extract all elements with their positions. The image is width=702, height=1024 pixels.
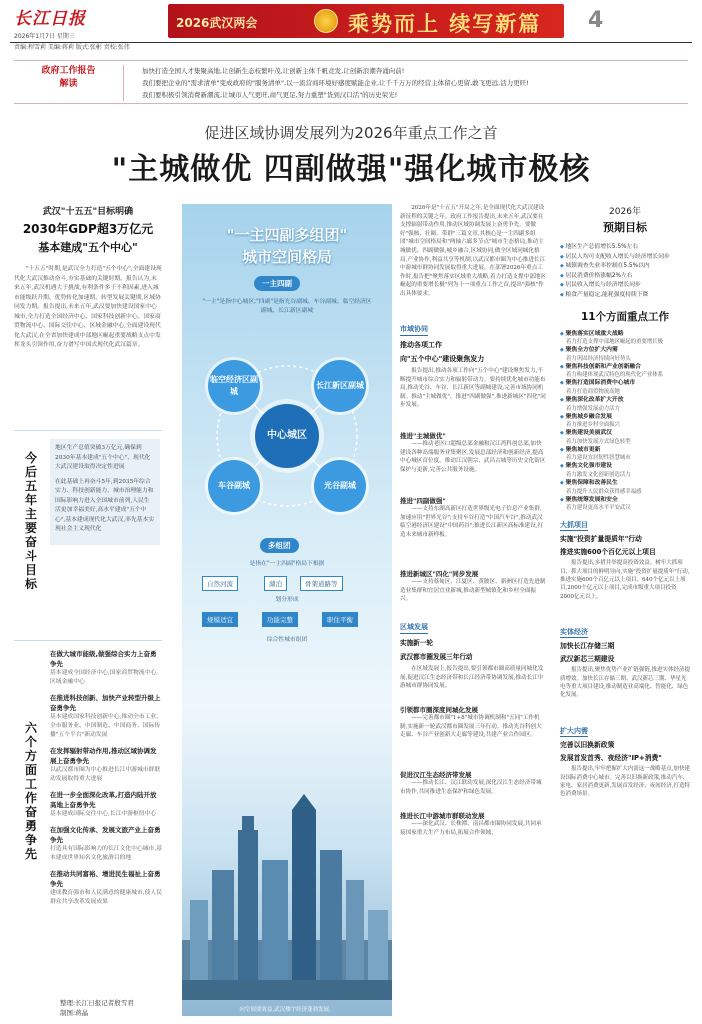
cluster-label: 多组团 (260, 538, 299, 553)
section-paragraph: ——推动老区口超级总部金融和汉江湾科创总部,加快建设各种高端服务业集聚区,发展总部经济和创新经济,提高中心城区首位度。推动江汉朝宗、武昌古城等历史文化街区保护与更新,完善公共服务设施。 (400, 441, 546, 473)
task-desc: 基本建成国家科技创新中心,推动全市工业、全市服务业、中国制造、中国商务、国际传播"五个平台"新动发展 (50, 714, 162, 738)
key-task-title: ◆ 聚焦统筹发展和安全 (560, 496, 690, 505)
section-paragraph: 报告提出,聚焦优势产业扩链强链,推进实体经济提质增效。加快长江存储三期、武汉新芯三期、华星光电等重大项目建设,推动制造业高端化、智能化、绿色化发展。 (560, 667, 690, 699)
section-paragraph: 报告提出,多措并举提高投资效益。树牢大抓项目、抓大项目的鲜明导向,实施"投资扩量提质年"行动,推进实施600个百亿元以上项目、640个亿元以上项目,2000个亿元以上项目,完成市级重大项目投资2000亿元以上。 (560, 560, 690, 600)
credit-designer: 制图:蒋晶 (60, 1009, 89, 1017)
cluster-factor-tag: 自然河流 (202, 576, 238, 591)
list-item (560, 330, 690, 347)
list-item (50, 746, 162, 784)
credit-writer: 整理:长江日报记者殷雪君 (60, 999, 134, 1007)
tasks-title: 六个方面工作奋勇争先 (24, 721, 37, 861)
subsection-heading: 推进"四副做强" (400, 497, 446, 505)
credits (60, 998, 134, 1018)
section-subheading: 推进实施600个百亿元以上项目 (560, 548, 656, 557)
key-tasks-title: 11个方面重点工作 (580, 310, 670, 323)
task-title: 在推进科技创新、加快产业转型升级上奋勇争先 (50, 694, 161, 712)
subcity-circle: 车谷副城 (208, 460, 260, 512)
section-tag: 市域协同 (400, 324, 428, 336)
goal-item: 在此基础上再奋斗5年,到2035年综合实力、科技创新能力、城市治理能力和国际影响力进入全国城市前列,人民生活更加幸福美好,高水平建成"五个中心",基本建成现代化大武汉,率先基本实现社会主义现代化 (55, 478, 155, 532)
left-column (14, 204, 162, 407)
cluster-note: 是指在"一主四副"格局下根据 (249, 561, 325, 567)
masthead-divider (10, 42, 692, 43)
section-paragraph: 报告提出,牢牢把握扩大内需这一战略基点,加快建设国际消费中心城市。完善以旧换新政策,推动汽车、家电、家居消费更新,发展首发经济、夜间经济,打造特色消费场景。 (560, 766, 690, 798)
section-subheading: 武汉新芯三期建设 (560, 655, 615, 664)
section-subheading: 加快长江存储三期 (560, 642, 615, 651)
main-pattern-note: "一主"是指中心城区;"四副"是指光谷副城、车谷副城、临空经济区副城、长江新区副城 (202, 299, 372, 314)
goals-section (14, 430, 162, 630)
list-item (560, 479, 690, 496)
masthead (0, 0, 702, 51)
key-task-title: ◆ 聚焦城乡融合发展 (560, 413, 690, 422)
list-item: ◆ 居民收入增长与经济增长同步 (560, 281, 690, 291)
key-task-desc: 着力构建体现武汉特色的现代化产业体系 (566, 372, 664, 379)
list-item: ◆ 居民人均可支配收入增长与经济增长同步 (560, 253, 690, 263)
list-item (560, 396, 690, 413)
goals-box (50, 439, 160, 545)
key-task-desc: 着力建设更高水平平安武汉 (566, 505, 631, 512)
goals-title: 今后五年主要奋斗目标 (24, 451, 37, 591)
list-item (560, 446, 690, 463)
key-task-title: ◆ 聚焦建设美丽武汉 (560, 429, 690, 438)
section-paragraph: ——推动长江、汉江联动发展,深化汉江生态经济带城市协作,共同推进生态保护和绿色发展。 (400, 780, 542, 795)
key-task-desc: 着力增强发展动力活力 (566, 405, 620, 412)
goal-item: 地区生产总值突破3万亿元,确保到2030年基本建成"五个中心"、现代化大武汉建设取得决定性进展 (55, 445, 151, 470)
targets-year: 2026年 (609, 207, 641, 217)
list-item (560, 429, 690, 446)
section-paragraph: ——深化武汉、长株潭、南昌都市圈协同发展,共同承接国家重大生产力布局,拓展合作领域。 (400, 821, 542, 836)
list-item (50, 693, 162, 740)
page-number: 4 (588, 8, 604, 33)
subcity-circle: 光谷副城 (314, 460, 366, 512)
report-tag-line1: 政府工作报告 (41, 66, 96, 76)
left-heading-1: 武汉"十五五"目标明确 (42, 207, 134, 217)
tasks-list (50, 649, 162, 913)
newspaper-logo: 长江日报 (14, 9, 86, 29)
main-pattern-label: 一主四副 (254, 276, 300, 291)
section-paragraph: ——支持蔡甸区、江夏区、黄陂区、新洲区打造先进制造业集群和宜居宜业新城,推动新型城镇化和乡村全面振兴。 (400, 579, 546, 603)
key-tasks-list (560, 330, 690, 513)
banner-event-label: 2026武汉两会 (176, 16, 258, 30)
center-city-circle: 中心城区 (255, 404, 319, 468)
subsection-heading: 促进汉江生态经济带发展 (400, 771, 472, 779)
photo-caption: 向空间要效益,武汉楼宇经济蓬勃发展。 (239, 1007, 335, 1013)
section-tag: 扩大内需 (560, 727, 588, 736)
section-paragraph: ——支持东湖高新区打造世界级光电子信息产业集群,加速应用"世界光谷";支持车谷打造"中国汽车谷",推动武汉临空港经济区建设"中国药谷";推进长江新区高标准建设,打造未来城市新样板。 (400, 506, 544, 538)
session-banner (168, 4, 564, 38)
graphic-title-line2: 城市空间格局 (241, 248, 332, 266)
key-task-desc: 着力提升人民群众获得感幸福感 (566, 488, 642, 495)
subcity-circle: 临空经济区副城 (208, 360, 260, 412)
key-task-desc: 着力加快发展方式绿色转型 (566, 438, 631, 445)
right-column (560, 204, 690, 817)
section-tag: 大抓项目 (560, 521, 588, 530)
list-item (560, 346, 690, 363)
section-tag: 区域发展 (400, 622, 428, 634)
section-subheading: 实施"投资扩量提质年"行动 (560, 535, 642, 544)
list-item: ◆ 城镇调查失业率控制在5.5%以内 (560, 262, 690, 272)
mid-intro: 2026年是"十五五"开局之年,是全面现代化大武汉建设新征程的关键之年。政府工作报告提出,未来五年,武汉要在支撑辐射带动作用,推动区域协调发展上奋勇争先。要做好"强核、壮圈、带群"三篇文章,其核心是一主四副多组团"城市空间格局和"两轴六廊多节点"城市生态格局,推动主城做优、四副做强,城乡融合,区域协同,做全区域同城化格局,产业协作,利益共享等机制,以武汉都市圈为中心推进长江中游城市群协同发展取得重大进展。在部署2026年重点工作时,报告把"聚焦落实区域重大战略,着力打造支撑中部地区崛起的重要增长极"列为十一项重点工作之首,提出"强核"作出具体要求。 (400, 205, 546, 297)
cluster-quality-tag: 规模适宜 (202, 612, 238, 627)
emblem-icon (314, 9, 338, 33)
subsection-heading: 引领都市圈深度同城化发展 (400, 706, 478, 714)
key-task-title: ◆ 聚焦落实区域重大战略 (560, 330, 690, 339)
section-paragraph: 报告提出,推动各项工作向"五个中心"建设聚焦发力,不断提升城市综合实力和辐射带动力。要持续优化城市功能布局,推动光谷、车谷、长江新区等副城建设,完善市域协同机制。推动"主城做优"、推进"四副做强",推进新城区"四化"同步发展。 (400, 368, 546, 409)
subsection-heading: 推进新城区"四化"同步发展 (400, 570, 479, 578)
section-paragraph: 在区域发展上,报告提出,要引领都市圈高质量同城化发展,促进汉江生态经济带和长江经济带协调发展,推动长江中游城市群协同发展。 (400, 666, 544, 690)
left-heading-3: 基本建成"五个中心" (38, 241, 138, 254)
subsection-heading: 推进"主城做优" (400, 432, 446, 440)
list-item (50, 790, 162, 819)
cluster-note-3: 综合性城市组团 (266, 637, 308, 643)
list-item: ◆ 地区生产总值增长5.5%左右 (560, 243, 690, 253)
left-intro: "十五五"时期,是武汉全力打造"五个中心",全面建设现代化大武汉推动奋斗,夯实基础的关键时期。报告认为,未来五年,武汉机遇大于挑战,有利条件多于不利因素,进入城市能级跃升期、优势转化加速期、转型发展关键期,区域协同发力期。报告提出,未来五年,武汉要加快建设国家中心城市,全力打造全国经济中心、国家科技创新中心、国家商贸物流中心、国际交往中心、区域金融中心,全面建设现代化大武汉,在全省加快建成中部地区崛起重要战略支点中发挥龙头引领作用,奋力谱写中国式现代化武汉篇章。 (14, 266, 162, 348)
list-item (50, 869, 162, 907)
section-tag: 实体经济 (560, 628, 588, 637)
tasks-section (14, 640, 162, 990)
report-quote: 加快打造全国人才集聚高地,让创新生态枝繁叶茂,让创新主体千帆竞发,让创新浪潮奔涌向前! (142, 67, 405, 75)
key-task-title: ◆ 聚焦全方位扩大内需 (560, 346, 690, 355)
section-subheading: 实施新一轮 (400, 639, 433, 647)
list-item (560, 363, 690, 380)
task-desc: 打造具有国际影响力的长江文化中心城市,基本建成世界知名文化旅游目的地 (50, 846, 162, 861)
left-heading-2: 2030年GDP超3万亿元 (22, 222, 154, 236)
list-item: ◆ 粮食产量稳定,能耗强度持续下降 (560, 291, 690, 301)
cluster-factor-tag: 湖泊 (264, 576, 287, 591)
task-desc: 基本建成全国经济中心,国家商贸物流中心,区域金融中心 (50, 670, 159, 685)
city-layout-graphic (182, 204, 392, 1016)
report-tag (14, 65, 124, 101)
key-task-title: ◆ 聚焦深化改革扩大开放 (560, 396, 690, 405)
section-paragraph: ——完善都市圈"1+8"城市协调机制和"五同"工作机制,实施新一轮武汉都市圈发展三年行动。推动光谷科创大走廊、车谷产业创新大走廊等建设,共建产业合作园区。 (400, 715, 542, 739)
list-item: ◆ 居民消费价格涨幅2%左右 (560, 272, 690, 282)
report-interpretation-box (14, 60, 688, 104)
task-title: 在发挥辐射带动作用,推动区域协调发展上奋勇争先 (50, 747, 157, 765)
editors-line: 责编:程雪莉 美编:蒋莉 版式:张彬 责校:张伟 (14, 44, 130, 51)
list-item (560, 379, 690, 396)
section-subheading: 向"五个中心"建设聚焦发力 (400, 355, 485, 363)
logo-block (14, 4, 164, 51)
report-quotes (142, 65, 682, 101)
cluster-note-2: 划分形成 (275, 597, 299, 603)
cluster-quality-tag: 职住平衡 (322, 612, 358, 627)
key-task-title: ◆ 聚焦城市更新 (560, 446, 690, 455)
key-task-desc: 着力建设宜居韧性智慧城市 (566, 455, 631, 462)
key-task-title: ◆ 聚焦文化强市建设 (560, 462, 690, 471)
headline-kicker: 促进区域协调发展列为2026年重点工作之首 (204, 124, 498, 142)
task-title: 在加强文化传承、发展文旅产业上奋勇争先 (50, 826, 161, 844)
report-tag-line2: 解读 (59, 79, 78, 89)
section-subheading: 完善以旧换新政策 (560, 741, 615, 750)
list-item (50, 649, 162, 687)
task-desc: 基本建成国际交往中心,长江中游枢纽中心 (50, 811, 157, 817)
cluster-factor-tag: 骨架道路等 (300, 576, 343, 591)
city-skyline-photo (182, 790, 392, 1000)
task-title: 在做大城市能级,做强综合实力上奋勇争先 (50, 650, 157, 668)
subsection-heading: 推进长江中游城市群联动发展 (400, 812, 485, 820)
key-task-desc: 着力打造商贸物流高地 (566, 388, 620, 395)
key-task-desc: 着力推进乡村全面振兴 (566, 422, 620, 429)
task-desc: 以武汉都市圈为中心推进长江中游城市群联动发展取得重大进展 (50, 767, 161, 782)
list-item (560, 496, 690, 513)
section-subheading: 推动各项工作 (400, 341, 442, 349)
key-task-desc: 着力巩固经济持续向好势头 (566, 355, 631, 362)
report-quote: 我们要积极引领消费新潮流,让城市人气更旺,商气更足,努力重塑"货到汉口活"的历史荣光! (142, 91, 398, 99)
task-title: 在进一步全面深化改革,打造内陆开放高地上奋勇争先 (50, 791, 157, 809)
task-title: 在推动共同富裕、增进民生福祉上奋勇争先 (50, 870, 161, 888)
subcity-circle: 长江新区副城 (314, 360, 366, 412)
key-task-title: ◆ 聚焦保障和改善民生 (560, 479, 690, 488)
key-task-title: ◆ 聚焦打造国际消费中心城市 (560, 379, 690, 388)
key-task-desc: 着力打造支撑中部地区崛起的重要增长极 (566, 339, 664, 346)
targets-title: 预期目标 (603, 221, 647, 234)
graphic-title (182, 224, 392, 268)
banner-slogan: 乘势而上 续写新篇 (348, 12, 542, 36)
key-task-desc: 着力激发文化创新创造活力 (566, 471, 631, 478)
middle-column (400, 204, 546, 856)
list-item (560, 413, 690, 430)
section-subheading: 发展首发首秀、夜经济"IP+消费" (560, 754, 662, 763)
headline-title: "主城做优 四副做强"强化城市极核 (111, 152, 591, 187)
report-quote: 我们要把企业的"需求清单"变成政府的"服务清单",以一流营商环境好感度赋能企业,让千千万万的经营主体留心更留,敢飞更远,活力更旺! (142, 79, 529, 87)
cluster-quality-tag: 功能完整 (262, 612, 298, 627)
list-item (560, 462, 690, 479)
key-task-title: ◆ 聚焦科技创新和产业创新融合 (560, 363, 690, 372)
issue-date: 2026年1月7日 星期三 (14, 33, 75, 40)
task-desc: 建成教育强市和人民满意的健康城市,使人民群众共享改革发展成果 (50, 890, 162, 905)
section-subheading: 武汉都市圈发展三年行动 (400, 653, 473, 661)
graphic-title-line1: "一主四副多组团" (226, 226, 348, 244)
list-item (50, 825, 162, 863)
targets-list (560, 243, 690, 301)
